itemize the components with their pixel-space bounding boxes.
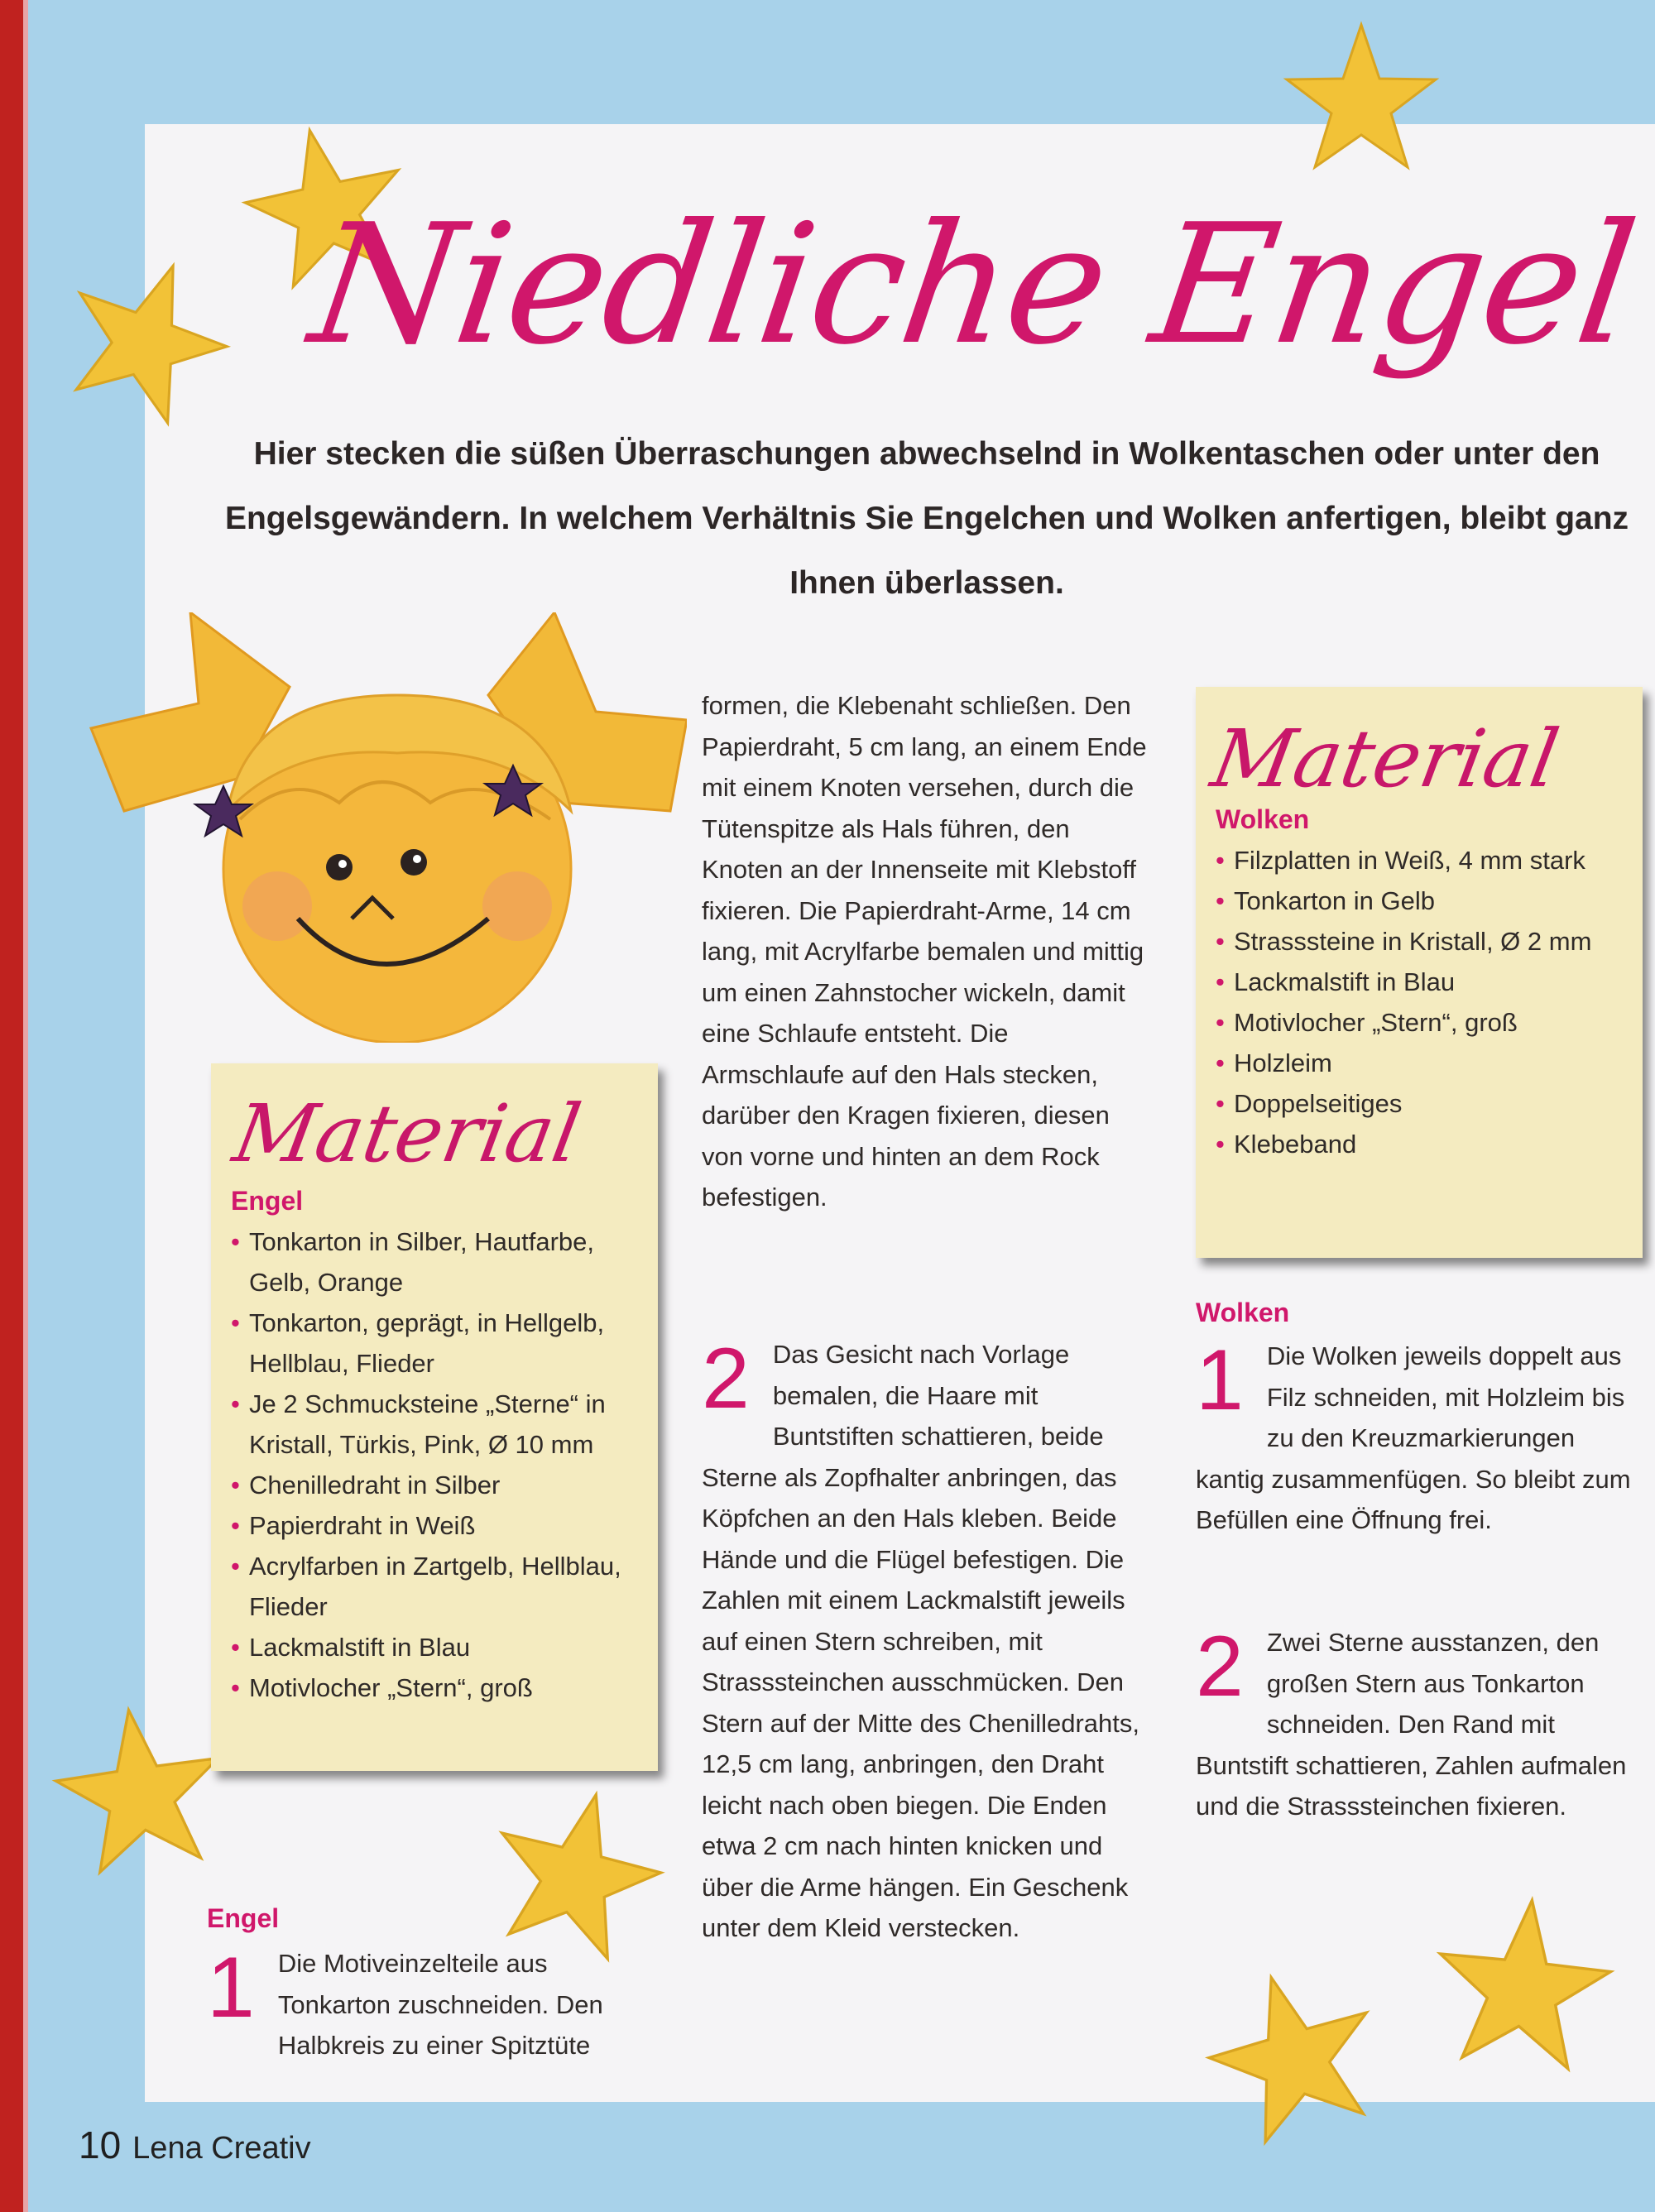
list-item: • Lackmalstift in Blau: [231, 1627, 650, 1667]
list-item: • Tonkarton in Gelb: [1216, 880, 1634, 921]
material-box-engel: [211, 1063, 658, 1771]
material-subtitle: Engel: [231, 1186, 304, 1216]
step-text: Zwei Sterne ausstanzen, den großen Stern aus Tonkarton schneiden. Den Rand mit Buntstift schattieren, Zahlen aufmalen und die Strasssteinchen fixieren.: [1196, 1628, 1627, 1821]
list-item: • Strasssteine in Kristall, Ø 2 mm: [1216, 921, 1634, 962]
star-icon: [1204, 1970, 1386, 2152]
step-number: 1: [1196, 1332, 1244, 1428]
list-item: • Motivlocher „Stern“, groß: [1216, 1002, 1634, 1043]
material-subtitle: Wolken: [1216, 804, 1310, 834]
list-item: • Tonkarton, geprägt, in Hellgelb, Hellblau, Flieder: [231, 1303, 650, 1384]
material-list: [1196, 840, 1643, 1164]
page-number: 10: [79, 2123, 122, 2166]
material-title: Material: [1205, 713, 1566, 805]
page-footer: [79, 2123, 311, 2167]
step-text: Die Motiveinzelteile aus Tonkarton zuschneiden. Den Halbkreis zu einer Spitztüte: [277, 1949, 603, 2060]
list-item: • Lackmalstift in Blau: [1216, 962, 1634, 1002]
magazine-name: Lena Creativ: [132, 2131, 311, 2166]
page-title: Niedliche Engel: [300, 189, 1645, 381]
list-item: • Doppelseitiges: [1216, 1083, 1634, 1124]
step-text: Die Wolken jeweils doppelt aus Filz schneiden, mit Holzleim bis zu den Kreuzmarkierungen kantig zusammenfügen. So bleibt zum Befüllen eine Öffnung frei.: [1196, 1341, 1631, 1534]
list-item: • Motivlocher „Stern“, groß: [231, 1667, 650, 1708]
star-icon: [484, 1787, 666, 1970]
engel-heading: Engel: [207, 1903, 280, 1933]
material-list: [211, 1221, 658, 1708]
star-icon: [1278, 21, 1444, 186]
list-item: • Klebeband: [1216, 1124, 1634, 1164]
list-item: • Acrylfarben in Zartgelb, Hellblau, Flieder: [231, 1546, 650, 1627]
material-box-wolken: [1196, 687, 1643, 1258]
list-item: • Holzleim: [1216, 1043, 1634, 1083]
list-item: • Tonkarton in Silber, Hautfarbe, Gelb, Orange: [231, 1221, 650, 1303]
star-icon: [58, 257, 232, 430]
page-edge: [0, 0, 28, 2212]
list-item: • Papierdraht in Weiß: [231, 1505, 650, 1546]
engel-step-2: [702, 1331, 1149, 1949]
wolken-step-2: [1196, 1619, 1643, 1827]
list-item: • Chenilledraht in Silber: [231, 1465, 650, 1505]
angel-head-illustration: [74, 612, 687, 1043]
step-number: 1: [207, 1940, 255, 2036]
step-number: 2: [702, 1331, 750, 1427]
wolken-heading: Wolken: [1196, 1298, 1290, 1327]
step-number: 2: [1196, 1619, 1244, 1715]
material-title: Material: [227, 1087, 588, 1180]
star-icon: [50, 1705, 232, 1887]
step-text: Das Gesicht nach Vorlage bemalen, die Haare mit Buntstiften schattieren, beide Sterne als Zopfhalter anbringen, das Köpfchen an den Hals kleben. Beide Hände und die Flügel befestigen. Die Zahlen mit einem Lackmalstift jeweils auf einen Stern schreiben, mit Strasssteinchen ausschmücken. Den Stern auf der Mitte des Chenilledrahts, 12,5 cm lang, anbringen, den Draht leicht nach oben biegen. Die Enden etwa 2 cm nach hinten knicken und über die Arme hängen. Ein Geschenk unter dem Kleid verstecken.: [702, 1340, 1139, 1942]
engel-step-1: [207, 1940, 654, 2066]
star-icon: [1427, 1895, 1618, 2085]
list-item: • Je 2 Schmucksteine „Sterne“ in Kristall, Türkis, Pink, Ø 10 mm: [231, 1384, 650, 1465]
list-item: • Filzplatten in Weiß, 4 mm stark: [1216, 840, 1634, 880]
wolken-step-1: [1196, 1332, 1643, 1541]
engel-step-1-continued: formen, die Klebenaht schließen. Den Papierdraht, 5 cm lang, an einem Ende mit einem Knoten versehen, durch die Tütenspitze als Hals führen, den Knoten an der Innenseite mit Klebstoff fixieren. Die Papierdraht-Arme, 14 cm lang, mit Acrylfarbe bemalen und mittig um einen Zahnstocher wickeln, damit eine Schlaufe entsteht. Die Armschlaufe auf den Hals stecken, darüber den Kragen fixieren, diesen von vorne und hinten an dem Rock befestigen.: [702, 691, 1147, 1212]
intro-text: Hier stecken die süßen Überraschungen abwechselnd in Wolkentaschen oder unter den Engelsgewändern. In welchem Verhältnis Sie Engelchen und Wolken anfertigen, bleibt ganz Ihnen überlassen.: [224, 436, 1629, 601]
